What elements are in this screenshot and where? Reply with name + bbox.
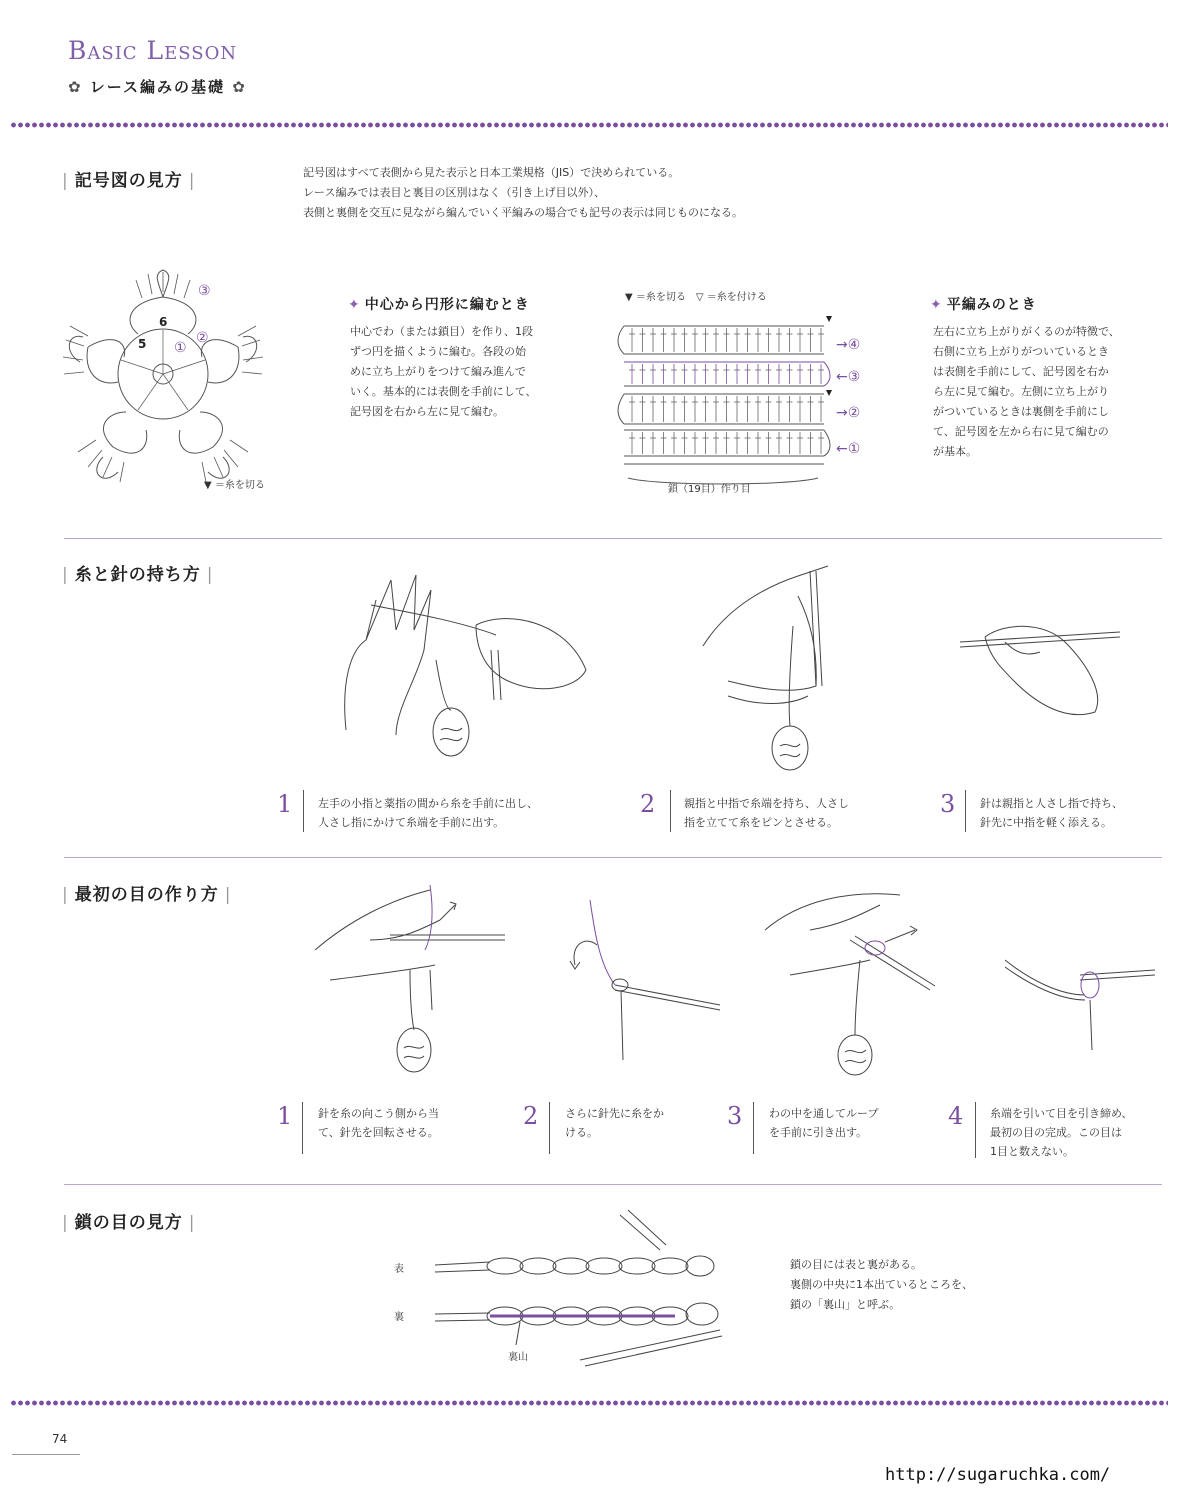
step-number: 1 bbox=[277, 790, 293, 818]
step-number: 3 bbox=[940, 790, 956, 818]
row-label: ←③ bbox=[836, 369, 861, 385]
row-label: ←① bbox=[836, 441, 861, 457]
hand-illustration-1 bbox=[336, 560, 596, 780]
section-heading-holding: | 糸と針の持ち方 | bbox=[56, 560, 219, 585]
section-divider bbox=[64, 538, 1162, 539]
step-number: 4 bbox=[948, 1102, 964, 1130]
step-text: 親指と中指で糸端を持ち、人さし 指を立てて糸をピンとさせる。 bbox=[684, 797, 849, 829]
step-bar bbox=[302, 1102, 303, 1154]
step-number: 3 bbox=[727, 1102, 743, 1130]
foundation-chain-label: 鎖（19目）作り目 bbox=[668, 484, 751, 495]
step-bar bbox=[753, 1102, 754, 1154]
round-label: ③ bbox=[198, 283, 211, 299]
flat-symbol-chart bbox=[618, 306, 888, 506]
circular-text: 中心でわ（または鎖目）を作り、1段 ずつ円を描くように編む。各段の始 めに立ち上がりをつけて編み進んで いく。基本的には表側を手前にして、 記号図を右から左に見て編む。 bbox=[350, 325, 537, 418]
step-bar bbox=[975, 1102, 976, 1158]
lesson-subtitle: ✿ レース編みの基礎 ✿ bbox=[68, 78, 247, 96]
flower-icon: ✿ bbox=[225, 78, 247, 96]
step-text: さらに針先に糸をか ける。 bbox=[565, 1107, 664, 1139]
step-bar bbox=[965, 790, 966, 832]
round-label: ② bbox=[196, 330, 209, 346]
flat-chart-legend: ▼ ＝糸を切る ▽ ＝糸を付ける bbox=[625, 292, 767, 303]
round-label: ① bbox=[174, 340, 187, 356]
step-bar bbox=[549, 1102, 550, 1154]
cut-yarn-note: ▼ ＝糸を切る bbox=[204, 480, 265, 491]
chain-illustration bbox=[430, 1210, 730, 1370]
star-icon: ✦ bbox=[930, 297, 943, 313]
step-text: 針は親指と人さし指で持ち、 針先に中指を軽く添える。 bbox=[980, 797, 1123, 829]
hand-illustration-2 bbox=[698, 556, 858, 776]
step-text: 糸端を引いて目を引き締め、 最初の目の完成。この目は 1目と数えない。 bbox=[990, 1107, 1133, 1158]
step-text: わの中を通してループ を手前に引き出す。 bbox=[769, 1107, 879, 1139]
hand-illustration-3 bbox=[955, 612, 1125, 722]
row-label: →④ bbox=[836, 337, 861, 353]
row-label: →② bbox=[836, 405, 861, 421]
subheading-flat: ✦ 平編みのとき bbox=[930, 297, 1037, 313]
step-number: 1 bbox=[277, 1102, 293, 1130]
svg-text:6: 6 bbox=[159, 315, 168, 329]
step-text: 左手の小指と薬指の間から糸を手前に出し、 人さし指にかけて糸端を手前に出す。 bbox=[318, 797, 538, 829]
first-stitch-illustration-2 bbox=[555, 895, 725, 1070]
page-number: 74 bbox=[52, 1432, 68, 1446]
label-urayama: 裏山 bbox=[508, 1352, 528, 1363]
lesson-title: Basic Lesson bbox=[68, 36, 238, 65]
first-stitch-illustration-4 bbox=[1000, 955, 1160, 1055]
page-number-rule bbox=[12, 1454, 80, 1455]
flower-icon: ✿ bbox=[68, 78, 90, 96]
step-text: 針を糸の向こう側から当 て、針先を回転させる。 bbox=[318, 1107, 439, 1139]
subheading-circular: ✦ 中心から円形に編むとき bbox=[348, 297, 530, 313]
step-number: 2 bbox=[523, 1102, 539, 1130]
section-heading-first-stitch: | 最初の目の作り方 | bbox=[56, 880, 237, 905]
label-back: 裏 bbox=[394, 1312, 404, 1323]
first-stitch-illustration-1 bbox=[310, 880, 510, 1080]
chain-text: 鎖の目には表と裏がある。 裏側の中央に1本出ているところを、 鎖の「裏山」と呼ぶ。 bbox=[790, 1258, 973, 1311]
step-number: 2 bbox=[640, 790, 656, 818]
flat-text: 左右に立ち上がりがくるのが特徴で、 右側に立ち上がりがついているとき は表側を手前にして、記号図を右か ら左に見て編む。左側に立ち上がり がついているときは裏側を手前にし て、記号図を左から右に見て編むの が基本。 bbox=[933, 325, 1120, 458]
section-heading-chain: | 鎖の目の見方 | bbox=[56, 1208, 201, 1233]
bottom-dotted-divider bbox=[10, 1399, 1168, 1407]
step-bar bbox=[303, 790, 304, 832]
section1-intro: 記号図はすべて表側から見た表示と日本工業規格（JIS）で決められている。 レース編みでは表目と裏目の区別はなく（引き上げ目以外）、 表側と裏側を交互に見ながら編んでいく平編みの場合でも記号の表示は同じものになる。 bbox=[303, 166, 743, 219]
top-dotted-divider bbox=[10, 121, 1168, 129]
step-bar bbox=[670, 790, 671, 832]
first-stitch-illustration-3 bbox=[760, 880, 940, 1080]
section-heading-symbol-chart: | 記号図の見方 | bbox=[56, 166, 201, 191]
source-url[interactable]: http://sugaruchka.com/ bbox=[885, 1465, 1111, 1485]
section-divider bbox=[64, 857, 1162, 858]
star-icon: ✦ bbox=[348, 297, 361, 313]
label-front: 表 bbox=[394, 1264, 404, 1275]
section-divider bbox=[64, 1184, 1162, 1185]
svg-text:5: 5 bbox=[138, 337, 147, 351]
circular-symbol-chart bbox=[58, 262, 298, 497]
